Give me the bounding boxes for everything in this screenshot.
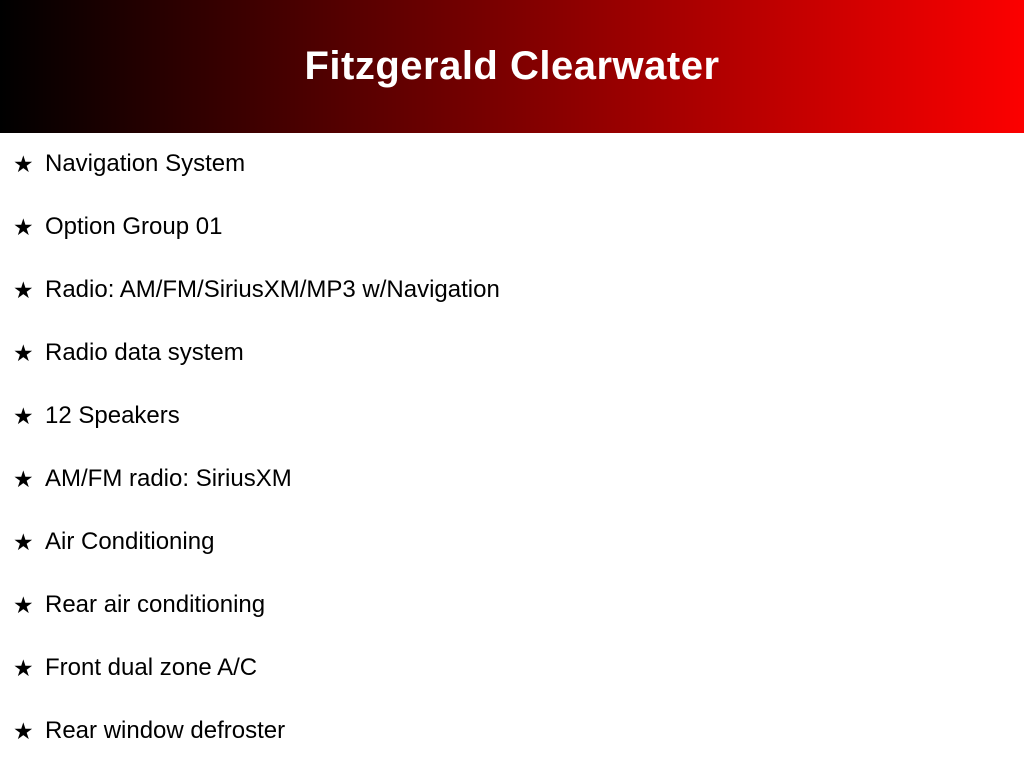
star-bullet-icon: ★ [13,151,34,177]
list-item-label: AM/FM radio: SiriusXM [45,465,292,493]
slide-title: Fitzgerald Clearwater [304,44,720,88]
list-item-label: Radio data system [45,339,244,367]
list-item [0,511,1024,574]
star-bullet-icon: ★ [13,718,34,744]
star-bullet-icon: ★ [13,214,34,240]
star-bullet-icon: ★ [13,466,34,492]
features-list [0,133,1024,763]
list-item-label: 12 Speakers [45,402,180,430]
list-item [0,448,1024,511]
list-item [0,196,1024,259]
list-item-label: Air Conditioning [45,528,215,556]
star-bullet-icon: ★ [13,592,34,618]
list-item [0,574,1024,637]
star-bullet-icon: ★ [13,403,34,429]
star-bullet-icon: ★ [13,340,34,366]
list-item [0,385,1024,448]
list-item-label: Front dual zone A/C [45,654,258,682]
list-item-label: Navigation System [45,150,246,178]
title-banner [0,0,1024,133]
list-item-label: Rear window defroster [45,717,286,745]
star-bullet-icon: ★ [13,655,34,681]
list-item [0,637,1024,700]
list-item-label: Option Group 01 [45,213,223,241]
list-item [0,700,1024,763]
list-item [0,133,1024,196]
list-item-label: Radio: AM/FM/SiriusXM/MP3 w/Navigation [45,276,500,304]
star-bullet-icon: ★ [13,529,34,555]
list-item [0,322,1024,385]
list-item [0,259,1024,322]
star-bullet-icon: ★ [13,277,34,303]
list-item-label: Rear air conditioning [45,591,266,619]
